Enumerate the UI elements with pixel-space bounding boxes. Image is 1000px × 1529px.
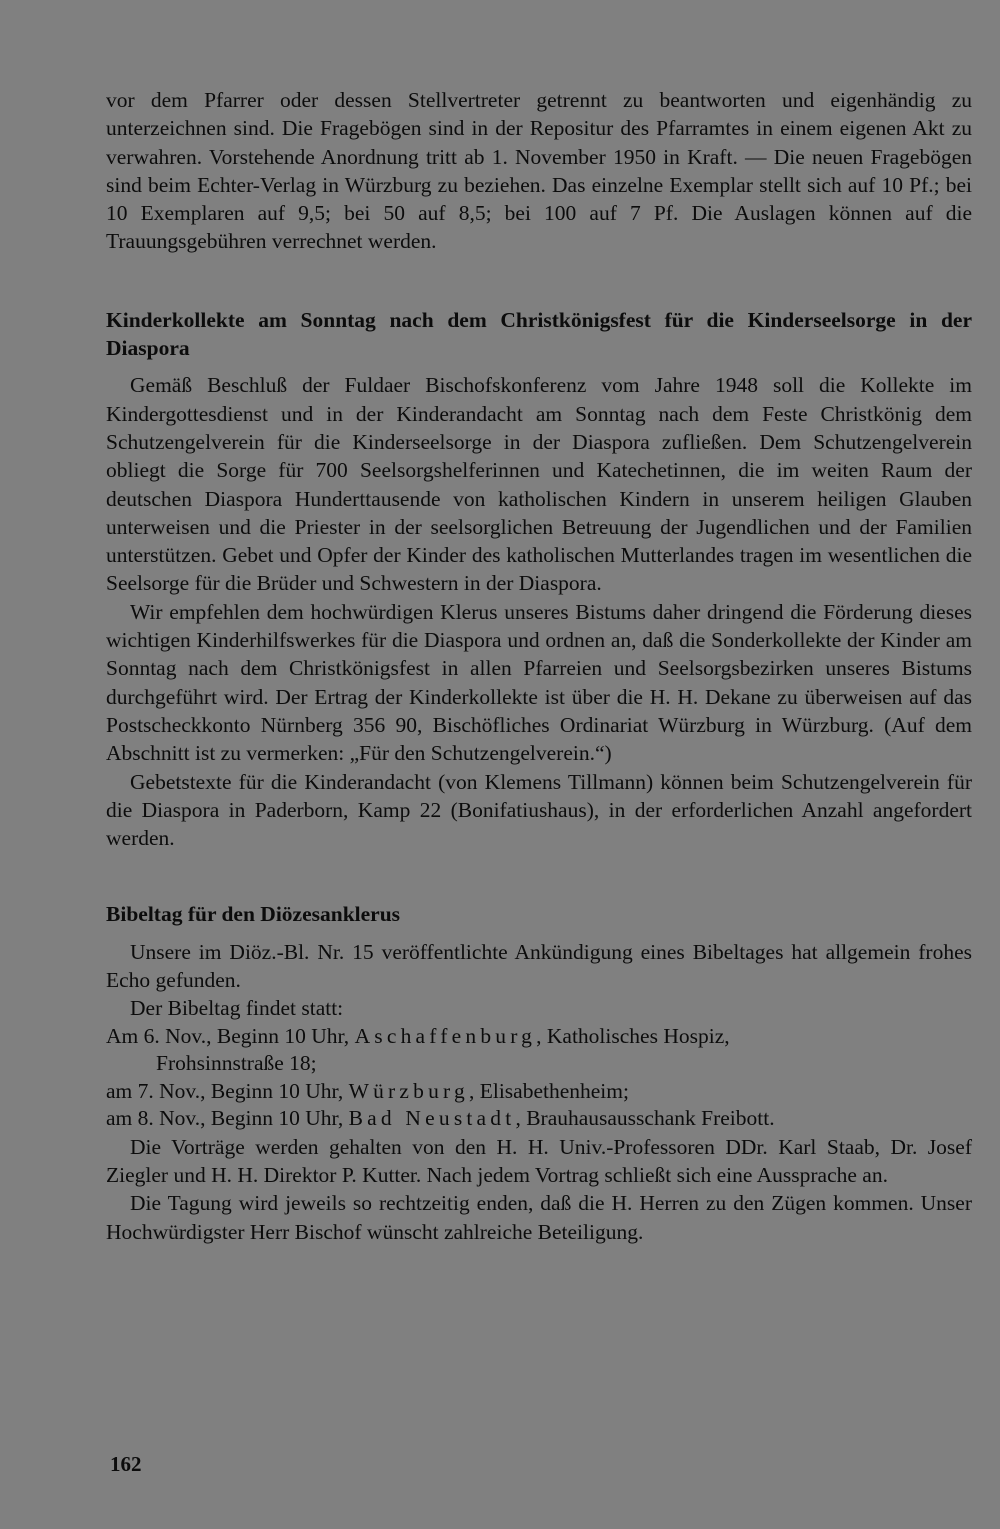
intro-paragraph: vor dem Pfarrer oder dessen Stellvertreter getrennt zu beantworten und eigenhändig zu unterzeichnen sind. Die Fragebögen sind in der Repositur des Pfarramtes in einem eigenen Akt zu verwahren. Vorstehende Anordnung tritt ab 1. November 1950 in Kraft. — Die neuen Fragebögen sind beim Echter-Verlag in Würzburg zu beziehen. Das einzelne Exemplar stellt sich auf 10 Pf.; bei 10 Exemplaren auf 9,5; bei 50 auf 8,5; bei 100 auf 7 Pf. Die Auslagen können auf die Trauungsgebühren verrechnet werden. (106, 88, 972, 254)
kinderkollekte-paragraph: Wir empfehlen dem hochwürdigen Klerus unseres Bistums daher dringend die Förderung dieses wichtigen Kinderhilfswerkes für die Diaspora und ordnen an, daß die Sonderkollekte der Kinder am Sonntag nach dem Christkönigsfest in allen Pfarreien und Seelsorgsbezirken unseres Bistums durchgeführt wird. Der Ertrag der Kinderkollekte ist über die H. H. Dekane zu überweisen auf das Postscheckkonto Nürnberg 356 90, Bischöfliches Ordinariat Würzburg in Würzburg. (Auf dem Abschnitt ist zu vermerken: „Für den Schutzengelverein.“) (106, 599, 972, 766)
schedule-location: , Brauhausausschank Freibott. (515, 1106, 775, 1131)
page-number: 162 (110, 1452, 142, 1476)
schedule-location: , Katholisches Hospiz, (536, 1023, 730, 1048)
schedule-date: am 8. Nov., Beginn 10 Uhr, (106, 1106, 349, 1131)
schedule-date: Am 6. Nov., Beginn 10 Uhr, (106, 1023, 355, 1048)
kinderkollekte-paragraph: Gemäß Beschluß der Fuldaer Bischofskonferenz vom Jahre 1948 soll die Kollekte im Kindergottesdienst und in der Kinderandacht am Sonntag nach dem Feste Christkönig dem Schutzengelverein für die Kinderseelsorge in der Diaspora zufließen. Dem Schutzengelverein obliegt die Sorge für 700 Seelsorgshelferinnen und Katechetinnen, die im weiten Raum der deutschen Diaspora Hunderttausende von katholischen Kindern in unserem heiligen Glauben unterweisen und die Priester in der seelsorglichen Betreuung der Jugendlichen und der Familien unterstützen. Gebet und Opfer der Kinder des katholischen Mutterlandes tragen im wesentlichen die Seelsorge für die Brüder und Schwestern in der Diaspora. (106, 373, 972, 596)
bibeltag-paragraph: Die Tagung wird jeweils so rechtzeitig enden, daß die H. Herren zu den Zügen kommen. Unser Hochwürdigster Herr Bischof wünscht zahlreiche Beteiligung. (106, 1191, 972, 1244)
schedule-place: Bad Neustadt (348, 1106, 516, 1131)
schedule-entry (106, 1023, 972, 1078)
schedule-entry (106, 1078, 972, 1106)
section-heading-bibeltag: Bibeltag für den Diözesanklerus (106, 902, 401, 927)
schedule-date: am 7. Nov., Beginn 10 Uhr, (106, 1078, 349, 1103)
schedule-place: Aschaffenburg (354, 1023, 537, 1048)
schedule-location: , Elisabethenheim; (468, 1078, 629, 1103)
kinderkollekte-paragraph: Gebetstexte für die Kinderandacht (von Klemens Tillmann) können beim Schutzengelverein für die Diaspora in Paderborn, Kamp 22 (Bonifatiushaus), in der erforderlichen Anzahl angefordert werden. (106, 769, 972, 851)
page-content (106, 86, 972, 1246)
schedule-place: Würzburg (348, 1078, 469, 1103)
schedule-entry (106, 1105, 972, 1133)
bibeltag-paragraph: Der Bibeltag findet statt: (130, 996, 344, 1021)
bibeltag-paragraph: Unsere im Diöz.-Bl. Nr. 15 veröffentlichte Ankündigung eines Bibeltages hat allgemein frohes Echo gefunden. (106, 939, 972, 993)
schedule-continuation: Frohsinnstraße 18; (156, 1051, 317, 1076)
bibeltag-paragraph: Die Vorträge werden gehalten von den H. H. Univ.-Professoren DDr. Karl Staab, Dr. Josef Ziegler und H. H. Direktor P. Kutter. Nach jedem Vortrag schließt sich eine Aussprache an. (106, 1134, 972, 1187)
section-heading-kinderkollekte: Kinderkollekte am Sonntag nach dem Christkönigsfest für die Kinderseelsorge in der Diaspora (106, 307, 972, 361)
